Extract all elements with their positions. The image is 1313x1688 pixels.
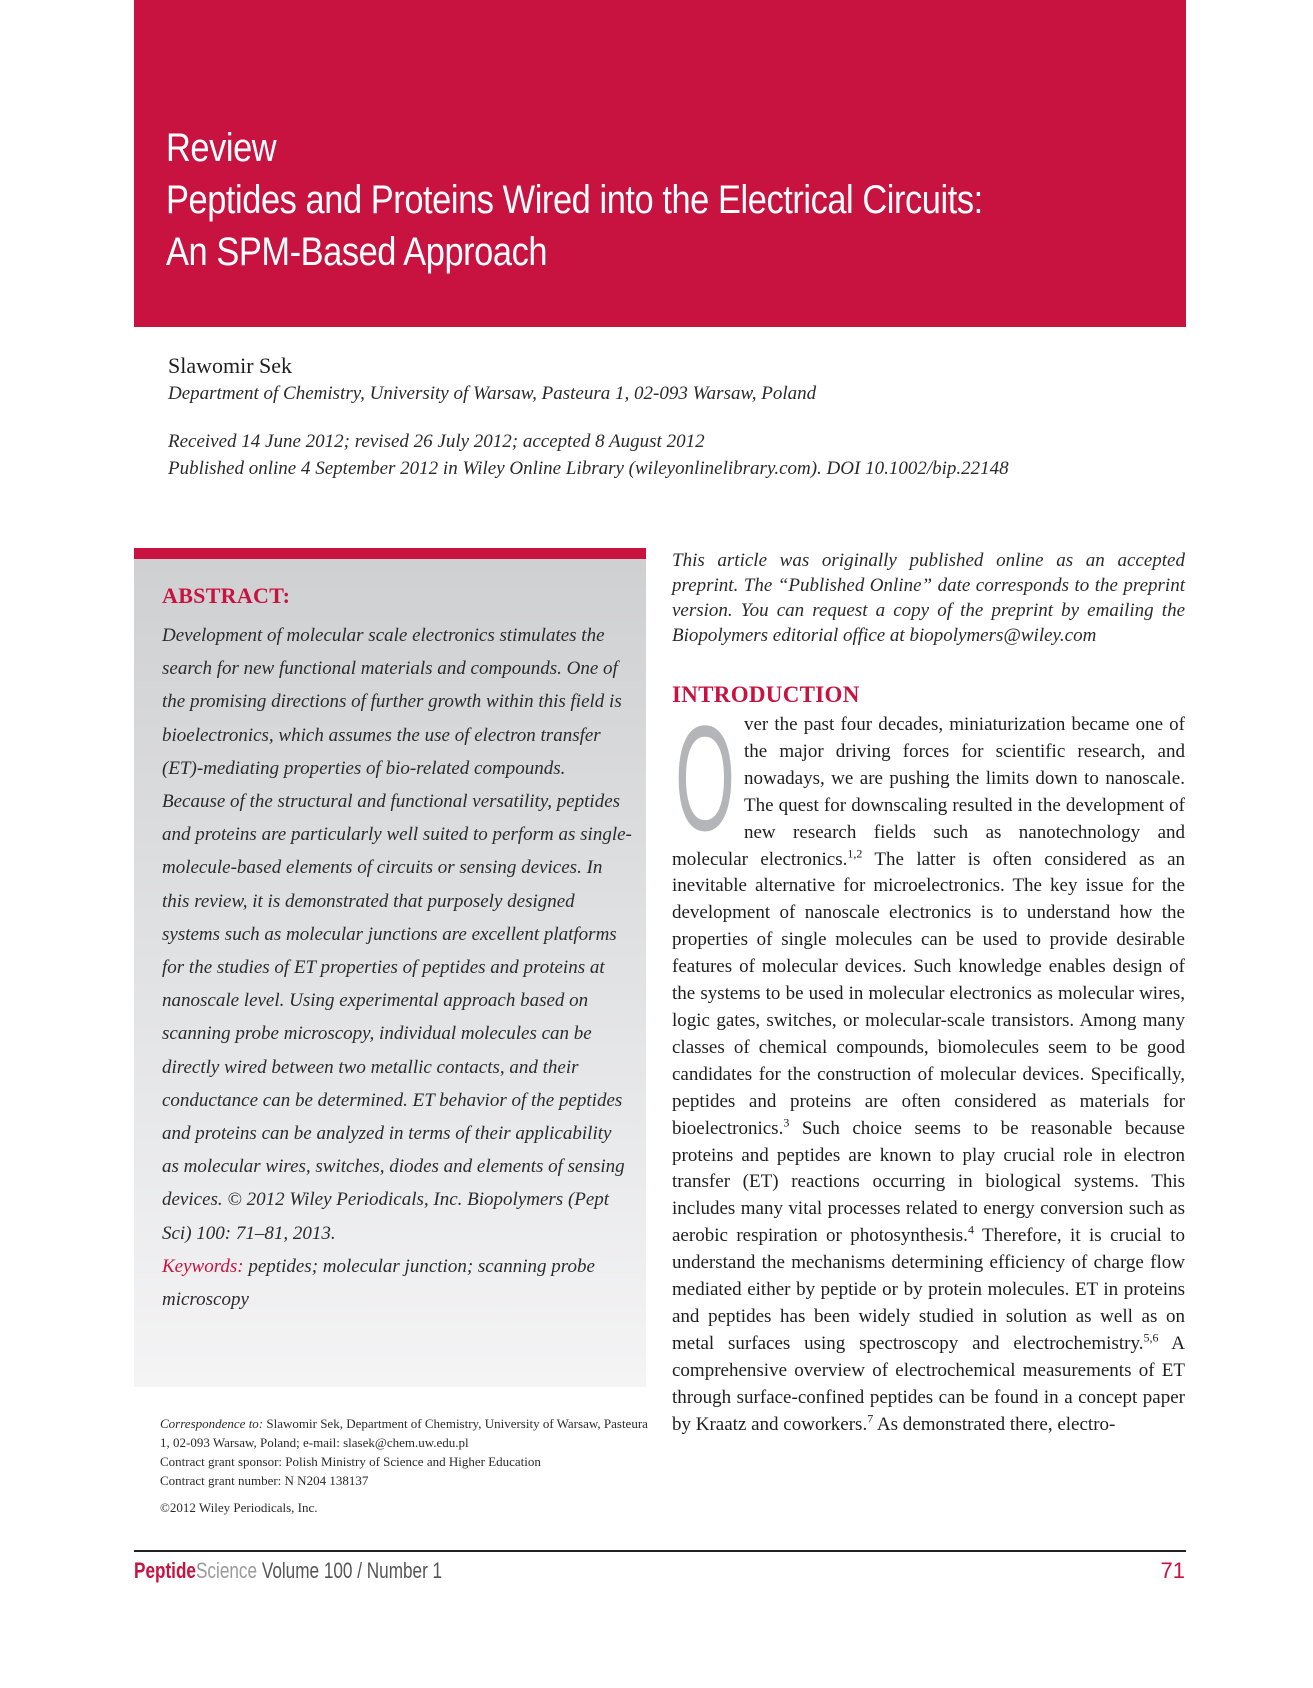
- published-online: Published online 4 September 2012 in Wiley Online Library (wileyonlinelibrary.com). DOI 10.1002/bip.22148: [168, 458, 1009, 479]
- abstract-body: [162, 619, 632, 1316]
- author-affiliation: Department of Chemistry, University of Warsaw, Pasteura 1, 02-093 Warsaw, Poland: [168, 383, 817, 404]
- citation-7: 7: [867, 1411, 874, 1426]
- citation-5-6: 5,6: [1143, 1330, 1159, 1345]
- keywords: [162, 1250, 632, 1316]
- intro-seg-6: As demonstrated there, electro-: [873, 1413, 1116, 1435]
- abstract-box: [134, 548, 646, 1387]
- introduction-heading: INTRODUCTION: [672, 682, 860, 707]
- correspondence-footnote: [160, 1414, 650, 1517]
- article-title-line-2: An SPM-Based Approach: [166, 230, 548, 274]
- article-title-block: [166, 122, 983, 278]
- dropcap-letter: [672, 712, 738, 840]
- section-label: Review: [166, 126, 277, 170]
- introduction-text: [672, 712, 1185, 1438]
- svg-text:O: O: [675, 712, 735, 840]
- keywords-label: Keywords:: [162, 1255, 244, 1277]
- correspondence-label: Correspondence to:: [160, 1416, 264, 1431]
- right-column: [672, 548, 1185, 1438]
- intro-seg-3: Such choice seems to be reasonable because proteins and peptides are known to play crucial role in electron transfer (ET) reactions occurring in biological systems. This includes many vital processes related to energy conversion such as aerobic respiration or photosynthesis.: [672, 1117, 1185, 1247]
- copyright-notice: ©2012 Wiley Periodicals, Inc.: [160, 1500, 318, 1515]
- intro-seg-5: A comprehensive overview of electrochemical measurements of ET through surface-confined peptides can be found in a concept paper by Kraatz and coworkers.: [672, 1332, 1185, 1435]
- journal-name-science: Science: [195, 1558, 258, 1583]
- journal-name-peptide: Peptide: [134, 1558, 196, 1583]
- article-title-line-1: Peptides and Proteins Wired into the Electrical Circuits:: [166, 178, 983, 222]
- preprint-note: This article was originally published online as an accepted preprint. The “Published Online” date corresponds to the preprint version. You can request a copy of the preprint by emailing the Biopolymers editorial office at biopolymers@wiley.com: [672, 550, 1185, 646]
- abstract-heading: ABSTRACT:: [162, 583, 291, 608]
- intro-seg-2: The latter is often considered as an inevitable alternative for microelectronics. The key issue for the development of nanoscale electronics is to understand how the properties of single molecules can be used to provide desirable features of molecular devices. Such knowledge enables design of the systems to be used in molecular electronics as molecular wires, logic gates, switches, or molecular-scale transistors. Among many classes of chemical compounds, biomolecules seem to be good candidates for the construction of molecular devices. Specifically, peptides and proteins are often considered as materials for bioelectronics.: [672, 848, 1185, 1139]
- title-banner: [134, 0, 1186, 327]
- citation-1-2: 1,2: [847, 846, 863, 861]
- received-dates: Received 14 June 2012; revised 26 July 2012; accepted 8 August 2012: [168, 431, 705, 452]
- intro-seg-1: ver the past four decades, miniaturization became one of the major driving forces for scientific research, and nowadays, we are pushing the limits down to nanoscale. The quest for downscaling resulted in the development of new research fields such as nanotechnology and molecular electronics.: [672, 714, 1185, 870]
- volume-issue: Volume 100 / Number 1: [261, 1558, 443, 1583]
- page-number: 71: [1160, 1558, 1185, 1583]
- dropcap-glyph: [672, 712, 738, 840]
- author-name: Slawomir Sek: [168, 353, 293, 378]
- journal-footer: [134, 1558, 442, 1584]
- grant-sponsor: Contract grant sponsor: Polish Ministry of Science and Higher Education: [160, 1454, 541, 1469]
- correspondence-text: Slawomir Sek, Department of Chemistry, University of Warsaw, Pasteura 1, 02-093 Warsaw, Poland; e-mail: slasek@chem.uw.edu.pl: [160, 1416, 648, 1450]
- grant-number: Contract grant number: N N204 138137: [160, 1473, 369, 1488]
- citation-4: 4: [967, 1222, 974, 1237]
- publication-dates: [168, 428, 1009, 482]
- abstract-text: Development of molecular scale electronics stimulates the search for new functional materials and compounds. One of the promising directions of further growth within this field is bioelectronics, which assumes the use of electron transfer (ET)-mediating properties of bio-related compounds. Because of the structural and functional versatility, peptides and proteins are particularly well suited to perform as single-molecule-based elements of circuits or sensing devices. In this review, it is demonstrated that purposely designed systems such as molecular junctions are excellent platforms for the studies of ET properties of peptides and proteins at nanoscale level. Using experimental approach based on scanning probe microscopy, individual molecules can be directly wired between two metallic contacts, and their conductance can be determined. ET behavior of the peptides and proteins can be analyzed in terms of their applicability as molecular wires, switches, diodes and elements of sensing devices. © 2012 Wiley Periodicals, Inc. Biopolymers (Pept Sci) 100: 71–81, 2013.: [162, 625, 632, 1244]
- correspondence-line: [160, 1414, 650, 1452]
- footer-rule: [134, 1550, 1186, 1552]
- intro-seg-4: Therefore, it is crucial to understand the mechanisms determining efficiency of charge flow mediated either by peptide or by protein molecules. ET in proteins and peptides has been widely studied in solution as well as on metal surfaces using spectroscopy and electrochemistry.: [672, 1225, 1185, 1354]
- keywords-list: peptides; molecular junction; scanning probe microscopy: [162, 1255, 595, 1311]
- citation-3: 3: [783, 1115, 790, 1130]
